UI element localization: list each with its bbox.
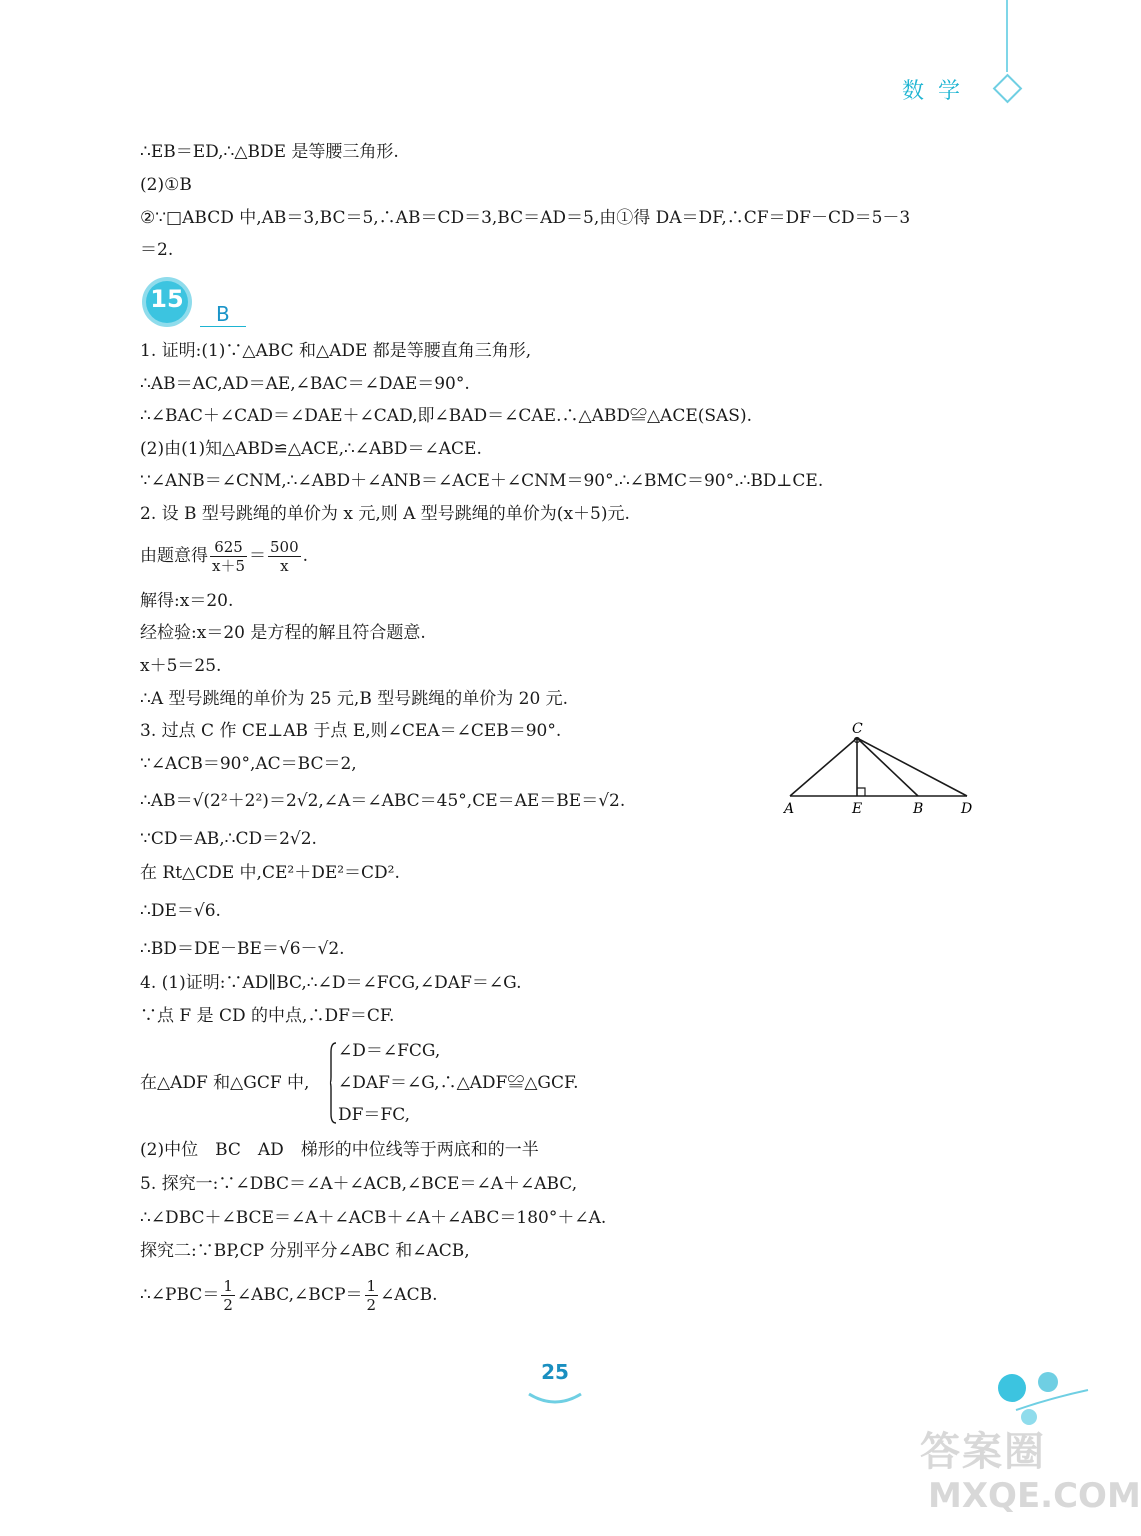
text-line: ∴AB＝√(2²＋2²)＝2√2,∠A＝∠ABC＝45°,CE＝AE＝BE＝√2.	[140, 791, 626, 811]
fraction: $\frac{1}{2}$	[366, 1277, 377, 1314]
subject-title: 数学	[902, 79, 975, 104]
fraction: $\frac{500}{x}$	[270, 538, 299, 575]
system-prefix: 在△ADF 和△GCF 中,	[140, 1073, 310, 1093]
system-row: ∠DAF＝∠G,∴△ADF≌△GCF.	[338, 1073, 579, 1093]
text-line: ∴∠DBC＋∠BCE＝∠A＋∠ACB＋∠A＋∠ABC＝180°＋∠A.	[140, 1208, 607, 1228]
text-line: (2)由(1)知△ABD≌△ACE,∴∠ABD＝∠ACE.	[140, 439, 482, 459]
watermark-url: MXQE.COM	[928, 1476, 1141, 1516]
text-line: 1. 证明:(1)∵△ABC 和△ADE 都是等腰直角三角形,	[140, 341, 532, 361]
left-brace-icon	[330, 1042, 336, 1124]
text-line: 2. 设 B 型号跳绳的单价为 x 元,则 A 型号跳绳的单价为(x＋5)元.	[140, 504, 630, 524]
fraction: $\frac{1}{2}$	[223, 1277, 233, 1314]
text-line: ∴EB＝ED,∴△BDE 是等腰三角形.	[140, 142, 399, 162]
text-line: ∵点 F 是 CD 的中点,∴DF＝CF.	[140, 1006, 395, 1026]
diamond-icon	[993, 74, 1023, 104]
text-line: ∴BD＝DE－BE＝√6－√2.	[140, 939, 345, 959]
text-line: 5. 探究一:∵∠DBC＝∠A＋∠ACB,∠BCE＝∠A＋∠ABC,	[140, 1174, 578, 1194]
label-b: B	[913, 801, 924, 817]
text-line: (2)①B	[140, 175, 192, 195]
text-line: 3. 过点 C 作 CE⊥AB 于点 E,则∠CEA＝∠CEB＝90°.	[140, 721, 562, 741]
text-line: ∵∠ANB＝∠CNM,∴∠ABD＋∠ANB＝∠ACE＋∠CNM＝90°.∴∠BMC＝90°.∴BD⊥CE.	[140, 471, 824, 491]
text-line: (2)中位 BC AD 梯形的中位线等于两底和的一半	[140, 1140, 539, 1160]
watermark-logo: 答案圈	[920, 1429, 1046, 1475]
text-line: 经检验:x＝20 是方程的解且符合题意.	[140, 623, 426, 643]
label-d: D	[961, 801, 973, 817]
text-line: 解得:x＝20.	[140, 591, 234, 611]
label-a: A	[784, 801, 795, 817]
equation-line	[140, 538, 308, 575]
section-number: 15	[150, 285, 184, 313]
equation-prefix: 由题意得	[140, 546, 208, 566]
text-line: ∴∠BAC＋∠CAD＝∠DAE＋∠CAD,即∠BAD＝∠CAE.∴△ABD≌△ACE(SAS).	[140, 406, 752, 426]
text-line: ②∵□ABCD 中,AB＝3,BC＝5,∴AB＝CD＝3,BC＝AD＝5,由①得 DA＝DF,∴CF＝DF－CD＝5－3	[140, 208, 911, 228]
text-line: ∴AB＝AC,AD＝AE,∠BAC＝∠DAE＝90°.	[140, 374, 470, 394]
text-line: ＝2.	[140, 240, 174, 260]
header-decoration-line	[1006, 0, 1008, 72]
equals-sign: ＝	[249, 546, 267, 566]
triangle-figure	[780, 716, 980, 816]
section-label: B	[200, 302, 246, 327]
label-e: E	[852, 801, 863, 817]
text-line: x＋5＝25.	[140, 656, 222, 676]
half-angle-line: ∴∠PBC＝ $\frac{1}{2}$ ∠ABC,∠BCP＝ $\frac{1}{2}$ ∠ACB.	[140, 1277, 438, 1314]
label-c: C	[852, 721, 863, 737]
text-line: ∴DE＝√6.	[140, 901, 221, 921]
page-number: 25	[541, 1360, 569, 1384]
text-line: 在 Rt△CDE 中,CE²＋DE²＝CD².	[140, 863, 400, 883]
text-line: ∵∠ACB＝90°,AC＝BC＝2,	[140, 754, 357, 774]
equation-suffix: .	[302, 546, 309, 566]
fraction: $\frac{625}{x+5}$	[212, 538, 246, 575]
text-line: ∴A 型号跳绳的单价为 25 元,B 型号跳绳的单价为 20 元.	[140, 689, 569, 709]
text-line: 4. (1)证明:∵AD∥BC,∴∠D＝∠FCG,∠DAF＝∠G.	[140, 973, 522, 993]
system-row: ∠D＝∠FCG,	[338, 1041, 441, 1061]
page-number-ornament-icon	[527, 1392, 583, 1408]
system-row: DF＝FC,	[338, 1105, 411, 1125]
text-line: ∵CD＝AB,∴CD＝2√2.	[140, 829, 317, 849]
text-line: 探究二:∵BP,CP 分别平分∠ABC 和∠ACB,	[140, 1241, 470, 1261]
